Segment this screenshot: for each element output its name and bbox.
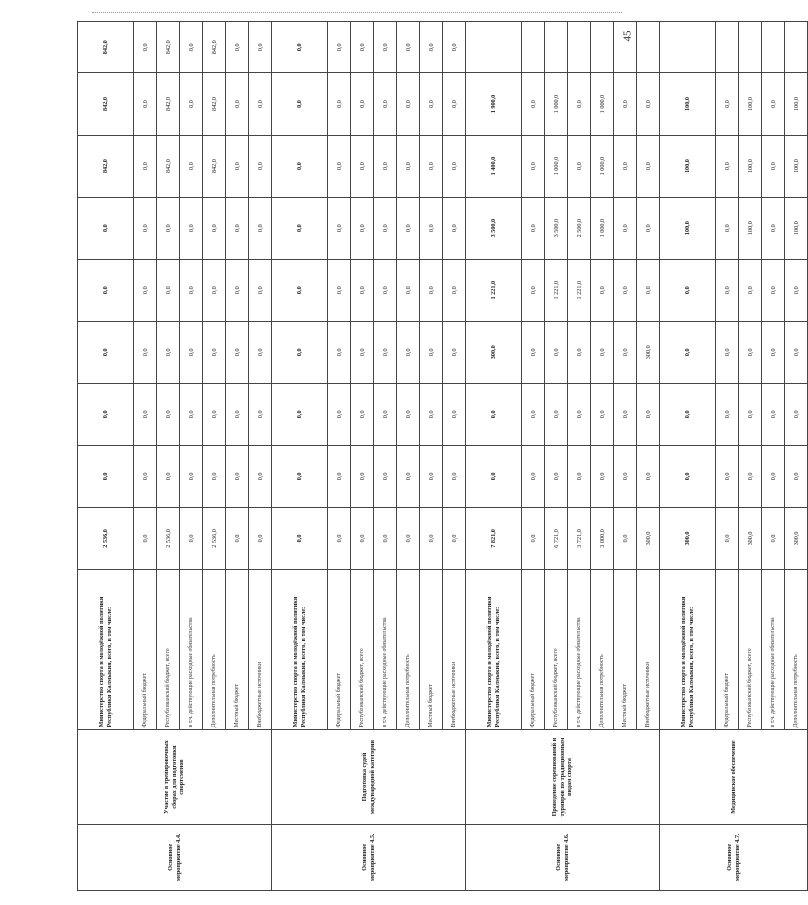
amount-cell: 0,0 bbox=[78, 197, 134, 259]
amount-cell: 0,0 bbox=[397, 259, 420, 321]
amount-cell: 300,0 bbox=[785, 507, 808, 569]
amount-cell: 0,0 bbox=[716, 259, 739, 321]
funding-source-label: Федеральный бюджет bbox=[522, 569, 545, 730]
amount-cell: 0,0 bbox=[614, 197, 637, 259]
amount-cell bbox=[739, 22, 762, 73]
executor-cell: Министерство спорта и молодёжной политики Республики Калмыкия, всего, в том числе: bbox=[660, 569, 716, 730]
amount-cell: 0,0 bbox=[522, 507, 545, 569]
event-name: Подготовка судей международной категории bbox=[272, 730, 466, 824]
amount-cell: 0,0 bbox=[420, 22, 443, 73]
amount-cell: 100,0 bbox=[739, 197, 762, 259]
amount-cell: 0,0 bbox=[374, 197, 397, 259]
amount-cell: 0,0 bbox=[157, 383, 180, 445]
amount-cell: 0,0 bbox=[591, 445, 614, 507]
amount-cell bbox=[568, 22, 591, 73]
amount-cell: 100,0 bbox=[785, 197, 808, 259]
amount-cell: 0,0 bbox=[397, 321, 420, 383]
amount-cell: 0,0 bbox=[568, 445, 591, 507]
amount-cell: 842,0 bbox=[78, 135, 134, 197]
amount-cell: 0,0 bbox=[591, 383, 614, 445]
funding-source-label: Местный бюджет bbox=[226, 569, 249, 730]
executor-cell: Министерство спорта и молодёжной политики Республики Калмыкия, всего, в том числе: bbox=[78, 569, 134, 730]
amount-cell: 300,0 bbox=[660, 507, 716, 569]
amount-cell: 842,0 bbox=[78, 22, 134, 73]
amount-cell: 0,0 bbox=[397, 22, 420, 73]
amount-cell: 0,0 bbox=[762, 197, 785, 259]
amount-cell: 0,0 bbox=[637, 445, 660, 507]
amount-cell: 0,0 bbox=[660, 383, 716, 445]
amount-cell: 0,0 bbox=[443, 321, 466, 383]
amount-cell: 1 400,0 bbox=[466, 135, 522, 197]
amount-cell: 0,0 bbox=[762, 507, 785, 569]
amount-cell: 0,0 bbox=[660, 321, 716, 383]
amount-cell: 3 721,0 bbox=[568, 507, 591, 569]
amount-cell: 0,0 bbox=[328, 197, 351, 259]
amount-cell: 0,0 bbox=[272, 445, 328, 507]
amount-cell: 0,0 bbox=[522, 383, 545, 445]
amount-cell: 0,0 bbox=[272, 22, 328, 73]
amount-cell: 0,0 bbox=[660, 445, 716, 507]
amount-cell: 100,0 bbox=[739, 135, 762, 197]
amount-cell: 0,0 bbox=[716, 73, 739, 135]
amount-cell: 0,0 bbox=[522, 135, 545, 197]
funding-source-label: в т.ч. действующие расходные обязательства bbox=[180, 569, 203, 730]
amount-cell: 0,0 bbox=[134, 135, 157, 197]
amount-cell: 0,0 bbox=[522, 197, 545, 259]
amount-cell: 0,0 bbox=[328, 259, 351, 321]
amount-cell: 0,0 bbox=[78, 259, 134, 321]
amount-cell: 100,0 bbox=[739, 73, 762, 135]
funding-source-label: Внебюджетные источники bbox=[637, 569, 660, 730]
funding-source-label: Федеральный бюджет bbox=[328, 569, 351, 730]
amount-cell: 0,0 bbox=[249, 321, 272, 383]
block-head-row bbox=[660, 22, 716, 891]
funding-source-label: Дополнительная потребность bbox=[591, 569, 614, 730]
amount-cell: 0,0 bbox=[351, 135, 374, 197]
amount-cell: 0,0 bbox=[614, 321, 637, 383]
amount-cell: 0,0 bbox=[420, 135, 443, 197]
amount-cell: 0,0 bbox=[545, 321, 568, 383]
amount-cell: 100,0 bbox=[660, 197, 716, 259]
amount-cell: 0,0 bbox=[157, 197, 180, 259]
amount-cell: 0,0 bbox=[249, 197, 272, 259]
amount-cell: 0,0 bbox=[637, 383, 660, 445]
amount-cell: 0,0 bbox=[443, 135, 466, 197]
amount-cell: 0,0 bbox=[249, 135, 272, 197]
amount-cell: 0,0 bbox=[249, 73, 272, 135]
amount-cell: 0,0 bbox=[443, 73, 466, 135]
amount-cell: 0,0 bbox=[134, 22, 157, 73]
amount-cell: 0,0 bbox=[568, 135, 591, 197]
amount-cell: 0,0 bbox=[157, 259, 180, 321]
amount-cell: 3 500,0 bbox=[545, 197, 568, 259]
amount-cell: 842,0 bbox=[203, 135, 226, 197]
amount-cell: 0,0 bbox=[328, 321, 351, 383]
page-number: 45 bbox=[621, 30, 634, 42]
amount-cell: 0,0 bbox=[351, 383, 374, 445]
amount-cell: 0,0 bbox=[762, 383, 785, 445]
event-label: Основное мероприятие 4.6. bbox=[466, 824, 660, 890]
amount-cell: 0,0 bbox=[522, 321, 545, 383]
amount-cell: 0,0 bbox=[328, 383, 351, 445]
amount-cell: 0,0 bbox=[180, 507, 203, 569]
amount-cell: 0,0 bbox=[443, 22, 466, 73]
block-head-row bbox=[466, 22, 522, 891]
amount-cell: 0,0 bbox=[397, 383, 420, 445]
amount-cell: 0,0 bbox=[226, 321, 249, 383]
event-label: Основное мероприятие 4.4. bbox=[78, 824, 272, 890]
amount-cell: 0,0 bbox=[374, 321, 397, 383]
amount-cell: 842,0 bbox=[157, 135, 180, 197]
amount-cell: 0,0 bbox=[134, 197, 157, 259]
funding-source-label: Республиканский бюджет, всего bbox=[351, 569, 374, 730]
amount-cell: 0,0 bbox=[78, 445, 134, 507]
amount-cell: 0,0 bbox=[203, 445, 226, 507]
amount-cell: 0,0 bbox=[443, 259, 466, 321]
amount-cell: 0,0 bbox=[716, 321, 739, 383]
amount-cell: 0,0 bbox=[180, 22, 203, 73]
funding-source-label: Местный бюджет bbox=[614, 569, 637, 730]
amount-cell: 0,0 bbox=[466, 445, 522, 507]
amount-cell: 0,0 bbox=[568, 321, 591, 383]
funding-source-label: Внебюджетные источники bbox=[249, 569, 272, 730]
amount-cell: 0,0 bbox=[420, 259, 443, 321]
amount-cell: 0,0 bbox=[157, 445, 180, 507]
amount-cell: 100,0 bbox=[785, 73, 808, 135]
amount-cell bbox=[466, 22, 522, 73]
amount-cell: 1 000,0 bbox=[591, 197, 614, 259]
amount-cell: 0,0 bbox=[180, 383, 203, 445]
amount-cell: 0,0 bbox=[203, 321, 226, 383]
amount-cell: 0,0 bbox=[374, 507, 397, 569]
amount-cell: 0,0 bbox=[397, 135, 420, 197]
amount-cell: 842,0 bbox=[157, 22, 180, 73]
amount-cell: 0,0 bbox=[739, 445, 762, 507]
amount-cell: 0,0 bbox=[591, 321, 614, 383]
funding-source-label: Республиканский бюджет, всего bbox=[157, 569, 180, 730]
amount-cell: 0,0 bbox=[420, 321, 443, 383]
amount-cell bbox=[545, 22, 568, 73]
amount-cell: 0,0 bbox=[134, 507, 157, 569]
amount-cell: 0,0 bbox=[157, 321, 180, 383]
amount-cell: 0,0 bbox=[226, 135, 249, 197]
amount-cell: 0,0 bbox=[785, 383, 808, 445]
amount-cell: 842,0 bbox=[203, 73, 226, 135]
amount-cell: 1 221,0 bbox=[568, 259, 591, 321]
amount-cell: 0,0 bbox=[203, 383, 226, 445]
amount-cell: 0,0 bbox=[637, 197, 660, 259]
amount-cell: 6 721,0 bbox=[545, 507, 568, 569]
amount-cell: 0,0 bbox=[614, 383, 637, 445]
executor-cell: Министерство спорта и молодёжной политики Республики Калмыкия, всего, в том числе: bbox=[272, 569, 328, 730]
funding-source-label: Федеральный бюджет bbox=[134, 569, 157, 730]
amount-cell: 0,0 bbox=[522, 445, 545, 507]
funding-source-label: в т.ч. действующие расходные обязательства bbox=[762, 569, 785, 730]
amount-cell: 0,0 bbox=[716, 197, 739, 259]
amount-cell: 0,0 bbox=[328, 135, 351, 197]
amount-cell: 2 500,0 bbox=[568, 197, 591, 259]
amount-cell: 0,0 bbox=[660, 259, 716, 321]
funding-source-label: Республиканский бюджет, всего bbox=[739, 569, 762, 730]
amount-cell bbox=[660, 22, 716, 73]
amount-cell: 842,0 bbox=[78, 73, 134, 135]
amount-cell: 0,0 bbox=[180, 135, 203, 197]
amount-cell: 0,0 bbox=[591, 259, 614, 321]
amount-cell: 0,0 bbox=[568, 73, 591, 135]
amount-cell: 0,0 bbox=[637, 73, 660, 135]
amount-cell: 0,0 bbox=[272, 73, 328, 135]
amount-cell: 0,0 bbox=[351, 507, 374, 569]
amount-cell: 0,0 bbox=[762, 259, 785, 321]
amount-cell: 0,0 bbox=[443, 383, 466, 445]
amount-cell: 0,0 bbox=[420, 383, 443, 445]
amount-cell: 0,0 bbox=[272, 321, 328, 383]
amount-cell: 0,0 bbox=[614, 135, 637, 197]
amount-cell: 0,0 bbox=[249, 445, 272, 507]
amount-cell: 0,0 bbox=[739, 259, 762, 321]
amount-cell: 0,0 bbox=[443, 197, 466, 259]
amount-cell: 0,0 bbox=[180, 73, 203, 135]
event-label: Основное мероприятие 4.5. bbox=[272, 824, 466, 890]
amount-cell: 0,0 bbox=[180, 197, 203, 259]
amount-cell: 0,0 bbox=[78, 383, 134, 445]
amount-cell: 300,0 bbox=[637, 321, 660, 383]
amount-cell: 0,0 bbox=[203, 197, 226, 259]
block-head-row bbox=[78, 22, 134, 891]
executor-cell: Министерство спорта и молодёжной политики Республики Калмыкия, всего, в том числе: bbox=[466, 569, 522, 730]
amount-cell: 0,0 bbox=[420, 73, 443, 135]
amount-cell: 0,0 bbox=[762, 445, 785, 507]
amount-cell: 0,0 bbox=[134, 383, 157, 445]
amount-cell: 0,0 bbox=[420, 445, 443, 507]
amount-cell: 0,0 bbox=[420, 507, 443, 569]
scan-edge-line bbox=[92, 12, 622, 13]
amount-cell: 0,0 bbox=[739, 383, 762, 445]
amount-cell: 0,0 bbox=[568, 383, 591, 445]
amount-cell: 0,0 bbox=[249, 383, 272, 445]
amount-cell: 100,0 bbox=[660, 73, 716, 135]
budget-table bbox=[77, 21, 808, 891]
amount-cell: 0,0 bbox=[328, 73, 351, 135]
amount-cell: 0,0 bbox=[328, 507, 351, 569]
amount-cell: 0,0 bbox=[614, 73, 637, 135]
amount-cell: 1 000,0 bbox=[591, 135, 614, 197]
amount-cell: 0,0 bbox=[614, 507, 637, 569]
rotated-table-container bbox=[77, 21, 800, 891]
amount-cell: 0,0 bbox=[374, 383, 397, 445]
amount-cell: 0,0 bbox=[226, 507, 249, 569]
amount-cell: 0,0 bbox=[716, 135, 739, 197]
amount-cell: 0,0 bbox=[374, 259, 397, 321]
amount-cell: 0,0 bbox=[226, 445, 249, 507]
amount-cell: 0,0 bbox=[134, 259, 157, 321]
amount-cell: 0,0 bbox=[397, 197, 420, 259]
amount-cell: 842,0 bbox=[203, 22, 226, 73]
amount-cell: 0,0 bbox=[614, 445, 637, 507]
amount-cell: 0,0 bbox=[443, 445, 466, 507]
block-head-row bbox=[272, 22, 328, 891]
amount-cell: 3 500,0 bbox=[466, 197, 522, 259]
amount-cell: 0,0 bbox=[226, 383, 249, 445]
amount-cell: 0,0 bbox=[637, 259, 660, 321]
amount-cell: 0,0 bbox=[716, 507, 739, 569]
amount-cell: 0,0 bbox=[739, 321, 762, 383]
amount-cell: 0,0 bbox=[397, 507, 420, 569]
amount-cell: 0,0 bbox=[762, 135, 785, 197]
amount-cell: 3 000,0 bbox=[591, 507, 614, 569]
amount-cell: 0,0 bbox=[249, 22, 272, 73]
amount-cell: 2 536,0 bbox=[78, 507, 134, 569]
amount-cell: 0,0 bbox=[785, 445, 808, 507]
amount-cell: 2 536,0 bbox=[203, 507, 226, 569]
amount-cell: 0,0 bbox=[134, 321, 157, 383]
amount-cell bbox=[591, 22, 614, 73]
amount-cell: 0,0 bbox=[180, 445, 203, 507]
amount-cell: 0,0 bbox=[716, 383, 739, 445]
funding-source-label: Дополнительная потребность bbox=[785, 569, 808, 730]
amount-cell: 0,0 bbox=[374, 22, 397, 73]
amount-cell: 0,0 bbox=[545, 445, 568, 507]
funding-source-label: Федеральный бюджет bbox=[716, 569, 739, 730]
amount-cell: 0,0 bbox=[522, 73, 545, 135]
amount-cell: 0,0 bbox=[374, 445, 397, 507]
amount-cell: 0,0 bbox=[226, 259, 249, 321]
amount-cell: 0,0 bbox=[272, 383, 328, 445]
amount-cell: 0,0 bbox=[716, 445, 739, 507]
funding-source-label: Внебюджетные источники bbox=[443, 569, 466, 730]
amount-cell: 842,0 bbox=[157, 73, 180, 135]
amount-cell: 0,0 bbox=[249, 259, 272, 321]
amount-cell: 0,0 bbox=[785, 259, 808, 321]
amount-cell: 0,0 bbox=[272, 507, 328, 569]
amount-cell: 1 000,0 bbox=[545, 135, 568, 197]
amount-cell: 0,0 bbox=[545, 383, 568, 445]
amount-cell: 0,0 bbox=[180, 259, 203, 321]
amount-cell: 1 221,0 bbox=[545, 259, 568, 321]
amount-cell: 0,0 bbox=[272, 197, 328, 259]
amount-cell: 0,0 bbox=[272, 135, 328, 197]
event-name: Участие в тренировочных сборах для подготовки спортсменов bbox=[78, 730, 272, 824]
amount-cell: 0,0 bbox=[351, 321, 374, 383]
amount-cell: 300,0 bbox=[739, 507, 762, 569]
amount-cell: 100,0 bbox=[785, 135, 808, 197]
amount-cell bbox=[785, 22, 808, 73]
amount-cell: 0,0 bbox=[785, 321, 808, 383]
amount-cell: 0,0 bbox=[351, 197, 374, 259]
amount-cell: 0,0 bbox=[180, 321, 203, 383]
event-name: Проведение соревнований и турниров по традиционным видам спорта bbox=[466, 730, 660, 824]
amount-cell: 0,0 bbox=[328, 445, 351, 507]
amount-cell: 0,0 bbox=[762, 321, 785, 383]
amount-cell: 1 000,0 bbox=[591, 73, 614, 135]
amount-cell: 1 000,0 bbox=[545, 73, 568, 135]
amount-cell bbox=[522, 22, 545, 73]
funding-source-label: Дополнительная потребность bbox=[397, 569, 420, 730]
amount-cell: 0,0 bbox=[397, 73, 420, 135]
event-name: Медицинское обеспечение bbox=[660, 730, 808, 824]
amount-cell: 1 900,0 bbox=[466, 73, 522, 135]
amount-cell: 0,0 bbox=[351, 22, 374, 73]
funding-source-label: Дополнительная потребность bbox=[203, 569, 226, 730]
event-label: Основное мероприятие 4.7. bbox=[660, 824, 808, 890]
amount-cell: 1 221,0 bbox=[466, 259, 522, 321]
amount-cell: 0,0 bbox=[466, 383, 522, 445]
amount-cell: 0,0 bbox=[351, 445, 374, 507]
amount-cell: 0,0 bbox=[134, 445, 157, 507]
amount-cell: 0,0 bbox=[614, 259, 637, 321]
funding-source-label: Республиканский бюджет, всего bbox=[545, 569, 568, 730]
amount-cell: 0,0 bbox=[226, 22, 249, 73]
amount-cell bbox=[614, 22, 637, 73]
amount-cell: 0,0 bbox=[249, 507, 272, 569]
amount-cell: 0,0 bbox=[397, 445, 420, 507]
amount-cell bbox=[762, 22, 785, 73]
amount-cell: 0,0 bbox=[134, 73, 157, 135]
amount-cell: 0,0 bbox=[420, 197, 443, 259]
amount-cell: 0,0 bbox=[272, 259, 328, 321]
amount-cell bbox=[716, 22, 739, 73]
amount-cell: 0,0 bbox=[522, 259, 545, 321]
amount-cell: 2 536,0 bbox=[157, 507, 180, 569]
amount-cell: 0,0 bbox=[374, 73, 397, 135]
funding-source-label: в т.ч. действующие расходные обязательства bbox=[568, 569, 591, 730]
amount-cell: 0,0 bbox=[203, 259, 226, 321]
amount-cell: 0,0 bbox=[374, 135, 397, 197]
amount-cell: 0,0 bbox=[351, 73, 374, 135]
table-body bbox=[78, 22, 808, 891]
amount-cell: 300,0 bbox=[466, 321, 522, 383]
amount-cell: 300,0 bbox=[637, 507, 660, 569]
amount-cell: 0,0 bbox=[637, 135, 660, 197]
amount-cell: 7 821,0 bbox=[466, 507, 522, 569]
amount-cell: 0,0 bbox=[226, 73, 249, 135]
amount-cell: 0,0 bbox=[762, 73, 785, 135]
amount-cell: 0,0 bbox=[351, 259, 374, 321]
funding-source-label: в т.ч. действующие расходные обязательства bbox=[374, 569, 397, 730]
funding-source-label: Местный бюджет bbox=[420, 569, 443, 730]
amount-cell: 0,0 bbox=[78, 321, 134, 383]
amount-cell bbox=[637, 22, 660, 73]
amount-cell: 0,0 bbox=[443, 507, 466, 569]
amount-cell: 0,0 bbox=[226, 197, 249, 259]
amount-cell: 100,0 bbox=[660, 135, 716, 197]
amount-cell: 0,0 bbox=[328, 22, 351, 73]
